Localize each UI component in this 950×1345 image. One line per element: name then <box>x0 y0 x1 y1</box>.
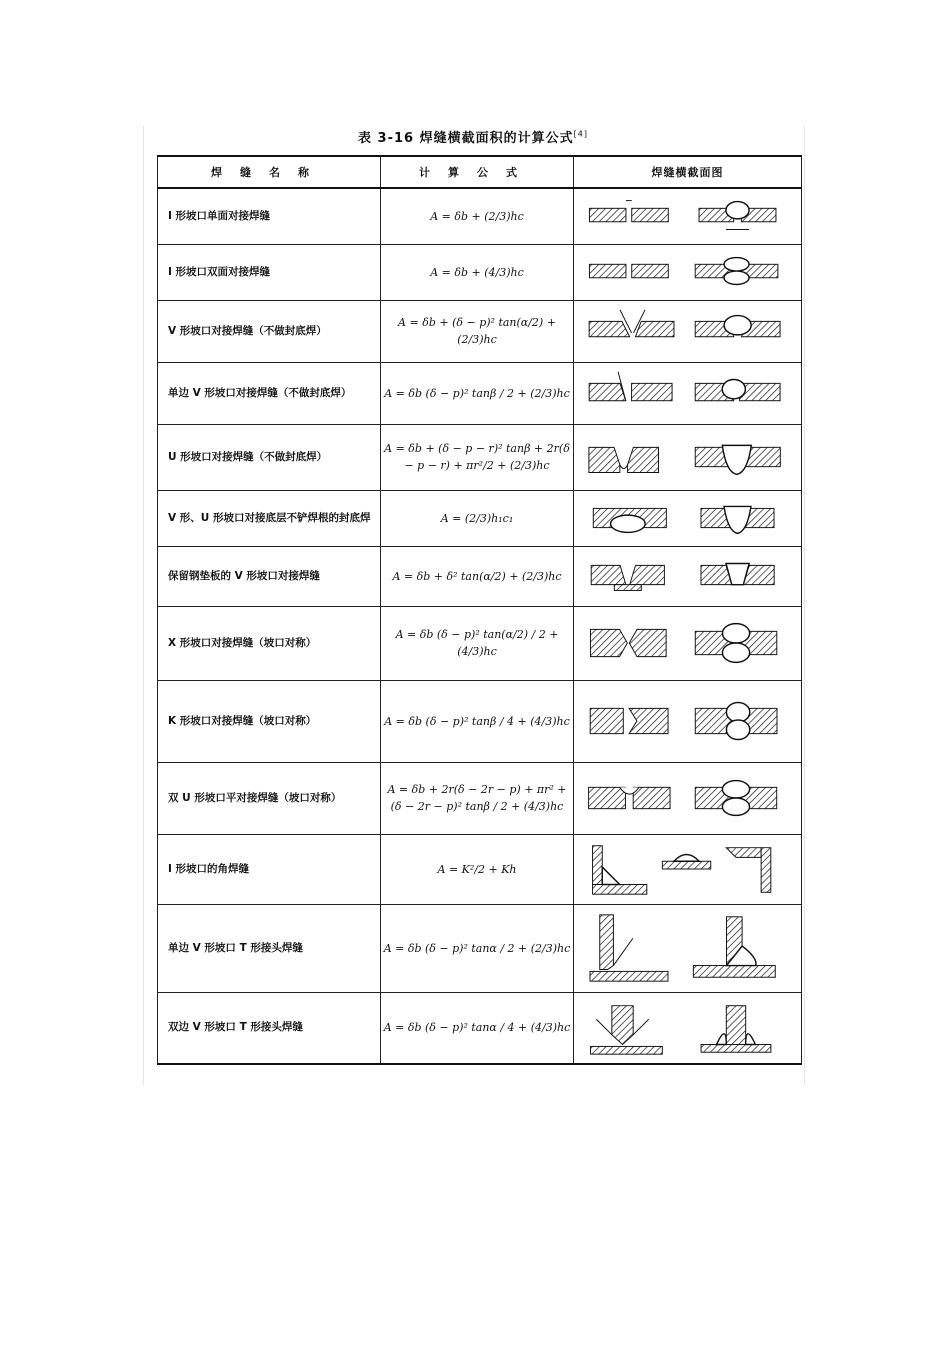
weld-figure <box>574 490 802 546</box>
table-row <box>158 546 802 606</box>
cross-section-figure <box>578 610 797 676</box>
weld-area-table <box>157 155 802 1065</box>
weld-formula: A = δb + (δ − p − r)² tanβ + 2r(δ − p − r) + πr²/2 + (2/3)hc <box>381 424 574 490</box>
weld-formula: A = δb + (δ − p)² tan(α/2) + (2/3)hc <box>381 300 574 362</box>
header-name: 焊缝名称 <box>158 156 381 188</box>
weld-formula: A = δb + δ² tan(α/2) + (2/3)hc <box>381 546 574 606</box>
table-row <box>158 244 802 300</box>
weld-name: V 形、U 形坡口对接底层不铲焊根的封底焊 <box>158 490 381 546</box>
table-row <box>158 606 802 680</box>
cross-section-figure <box>578 685 797 757</box>
weld-name: 单边 V 形坡口 T 形接头焊缝 <box>158 904 381 992</box>
table-row <box>158 992 802 1064</box>
weld-name: V 形坡口对接焊缝（不做封底焊） <box>158 300 381 362</box>
table-row <box>158 490 802 546</box>
weld-name: U 形坡口对接焊缝（不做封底焊） <box>158 424 381 490</box>
cross-section-figure <box>578 428 797 486</box>
weld-figure <box>574 606 802 680</box>
table-row <box>158 762 802 834</box>
header-row <box>158 156 802 188</box>
cross-section-figure <box>578 191 797 241</box>
weld-name: K 形坡口对接焊缝（坡口对称） <box>158 680 381 762</box>
weld-figure <box>574 546 802 606</box>
weld-figure <box>574 424 802 490</box>
table-row <box>158 834 802 904</box>
weld-figure <box>574 904 802 992</box>
weld-name: X 形坡口对接焊缝（坡口对称） <box>158 606 381 680</box>
weld-formula: A = δb (δ − p)² tanα / 2 + (2/3)hc <box>381 904 574 992</box>
weld-formula: A = K²/2 + Kh <box>381 834 574 904</box>
table-row <box>158 424 802 490</box>
cross-section-figure <box>578 493 797 543</box>
weld-name: 双 U 形坡口平对接焊缝（坡口对称） <box>158 762 381 834</box>
cross-section-figure <box>578 909 797 987</box>
weld-name: I 形坡口的角焊缝 <box>158 834 381 904</box>
table-row <box>158 362 802 424</box>
weld-formula: A = δb (δ − p)² tanα / 4 + (4/3)hc <box>381 992 574 1064</box>
table-row <box>158 188 802 244</box>
weld-formula: A = (2/3)h₁c₁ <box>381 490 574 546</box>
cross-section-figure <box>578 766 797 830</box>
table-row <box>158 904 802 992</box>
weld-figure <box>574 680 802 762</box>
header-figure: 焊缝横截面图 <box>574 156 802 188</box>
weld-name: 单边 V 形坡口对接焊缝（不做封底焊） <box>158 362 381 424</box>
weld-name: 保留钢垫板的 V 形坡口对接焊缝 <box>158 546 381 606</box>
weld-formula: A = δb (δ − p)² tanβ / 4 + (4/3)hc <box>381 680 574 762</box>
weld-formula: A = δb (δ − p)² tan(α/2) / 2 + (4/3)hc <box>381 606 574 680</box>
table-title: 表 3-16 焊缝横截面积的计算公式[4] <box>358 129 588 146</box>
weld-figure <box>574 188 802 244</box>
weld-name: 双边 V 形坡口 T 形接头焊缝 <box>158 992 381 1064</box>
table-row <box>158 680 802 762</box>
table-row <box>158 300 802 362</box>
weld-formula: A = δb (δ − p)² tanβ / 2 + (2/3)hc <box>381 362 574 424</box>
cross-section-figure <box>578 838 797 900</box>
cross-section-figure <box>578 550 797 602</box>
header-formula: 计算公式 <box>381 156 574 188</box>
cross-section-figure <box>578 304 797 358</box>
cross-section-figure <box>578 366 797 420</box>
weld-name: I 形坡口双面对接焊缝 <box>158 244 381 300</box>
weld-figure <box>574 300 802 362</box>
weld-figure <box>574 362 802 424</box>
weld-formula: A = δb + 2r(δ − 2r − p) + πr² + (δ − 2r − p)² tanβ / 2 + (4/3)hc <box>381 762 574 834</box>
weld-formula: A = δb + (4/3)hc <box>381 244 574 300</box>
weld-formula: A = δb + (2/3)hc <box>381 188 574 244</box>
weld-figure <box>574 992 802 1064</box>
weld-figure <box>574 762 802 834</box>
cross-section-figure <box>578 247 797 297</box>
weld-name: I 形坡口单面对接焊缝 <box>158 188 381 244</box>
cross-section-figure <box>578 996 797 1060</box>
weld-figure <box>574 244 802 300</box>
weld-figure <box>574 834 802 904</box>
